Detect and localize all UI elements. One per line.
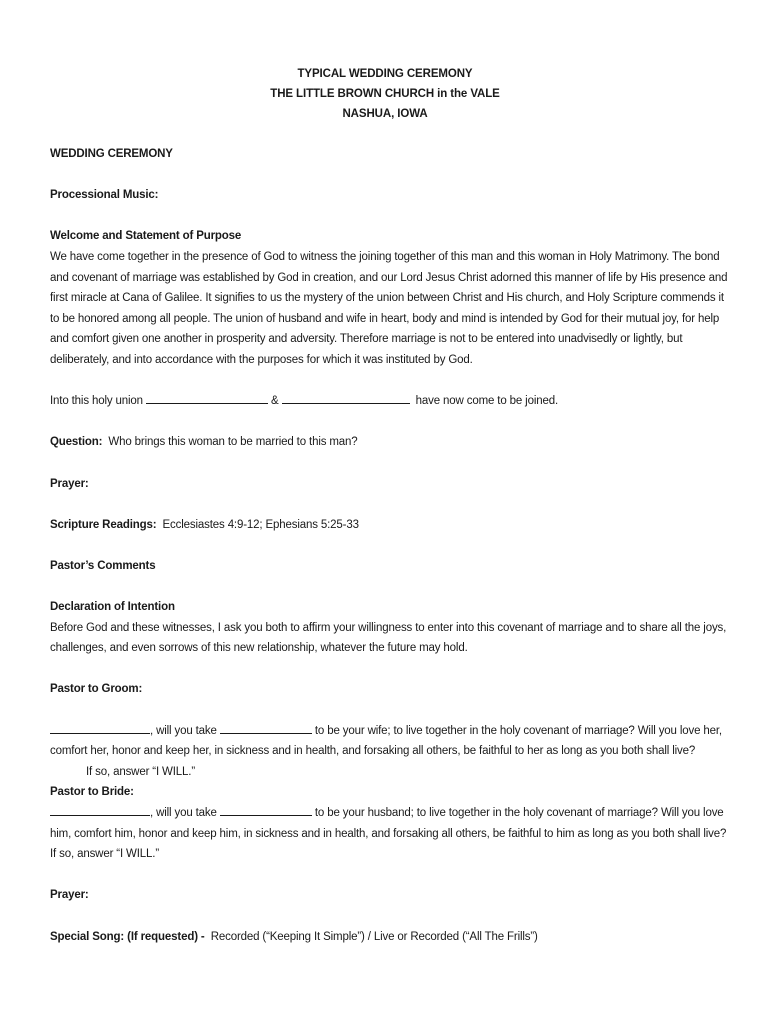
bride-vow-paragraph	[50, 803, 730, 865]
declaration-paragraph: Before God and these witnesses, I ask you both to affirm your willingness to enter into this covenant of marriage and to share all the joys, challenges, and even sorrows of this new relationship, whatever the future may hold.	[50, 621, 727, 655]
scripture-label: Scripture Readings:	[50, 518, 157, 531]
groom-vow-text: to be your wife; to live together in the holy covenant of marriage? Will you love her, comfort her, honor and keep her, in sickness and in health, and forsaking all others, be faithful to her as long as you both shall live?	[50, 724, 722, 758]
prayer-heading-1: Prayer:	[50, 477, 89, 490]
union-prefix: Into this holy union	[50, 395, 143, 408]
union-amp: &	[271, 395, 279, 408]
union-suffix: have now come to be joined.	[415, 395, 559, 408]
document-body	[50, 144, 730, 947]
bride-vow-text: to be your husband; to live together in the holy covenant of marriage? Will you love him, comfort him, honor and keep him, in sickness and in health, and forsaking all others, be faithful to him as long as you both shall live? If so, answer “I WILL.”	[50, 807, 727, 861]
pastor-comments-heading: Pastor’s Comments	[50, 559, 156, 572]
header-title: TYPICAL WEDDING CEREMONY	[297, 68, 473, 80]
header-location: NASHUA, IOWA	[342, 108, 428, 120]
ceremony-heading: WEDDING CEREMONY	[50, 148, 173, 160]
bride-will-you-take: , will you take	[150, 807, 217, 819]
declaration-heading: Declaration of Intention	[50, 601, 175, 614]
document-header	[0, 64, 770, 124]
union-blank-1	[146, 391, 268, 404]
welcome-heading: Welcome and Statement of Purpose	[50, 230, 242, 243]
bride-heading: Pastor to Bride:	[50, 786, 134, 799]
groom-heading: Pastor to Groom:	[50, 683, 143, 696]
question-label: Question:	[50, 436, 103, 449]
groom-answer: If so, answer “I WILL.”	[86, 765, 196, 778]
bride-name-blank-2	[50, 803, 150, 816]
groom-name-blank-2	[220, 803, 312, 816]
welcome-paragraph: We have come together in the presence of God to witness the joining together of this man and this woman in Holy Matrimony. The bond and covenant of marriage was established by God in creation, and our Lord Jesus Christ adorned this manner of life by His presence and first miracle at Cana of Galilee. It signifies to us the mystery of the union between Christ and His church, and Holy Scripture commends it to be honored among all people. The union of husband and wife in heart, body and mind is intended by God for their mutual joy, for help and comfort given one another in prosperity and adversity. Therefore marriage is not to be entered into unadvisedly or lightly, but deliberately, and into accordance with the purposes for which it was instituted by God.	[50, 250, 728, 366]
bride-name-blank	[220, 721, 312, 734]
question-text: Who brings this woman to be married to this man?	[108, 436, 358, 449]
special-song-text: Recorded (“Keeping It Simple”) / Live or Recorded (“All The Frills”)	[210, 930, 538, 943]
union-blank-2	[282, 391, 410, 404]
groom-vow-paragraph	[50, 721, 730, 762]
groom-name-blank	[50, 721, 150, 734]
question-line	[50, 432, 730, 453]
processional-heading: Processional Music:	[50, 189, 159, 202]
scripture-text: Ecclesiastes 4:9-12; Ephesians 5:25-33	[162, 518, 359, 531]
header-church: THE LITTLE BROWN CHURCH in the VALE	[270, 88, 500, 100]
special-song-line	[50, 927, 730, 948]
groom-will-you-take: , will you take	[150, 724, 217, 737]
special-song-label: Special Song: (If requested) -	[50, 930, 205, 943]
union-line	[50, 391, 730, 412]
prayer-heading-2: Prayer:	[50, 889, 89, 902]
scripture-line	[50, 515, 730, 536]
